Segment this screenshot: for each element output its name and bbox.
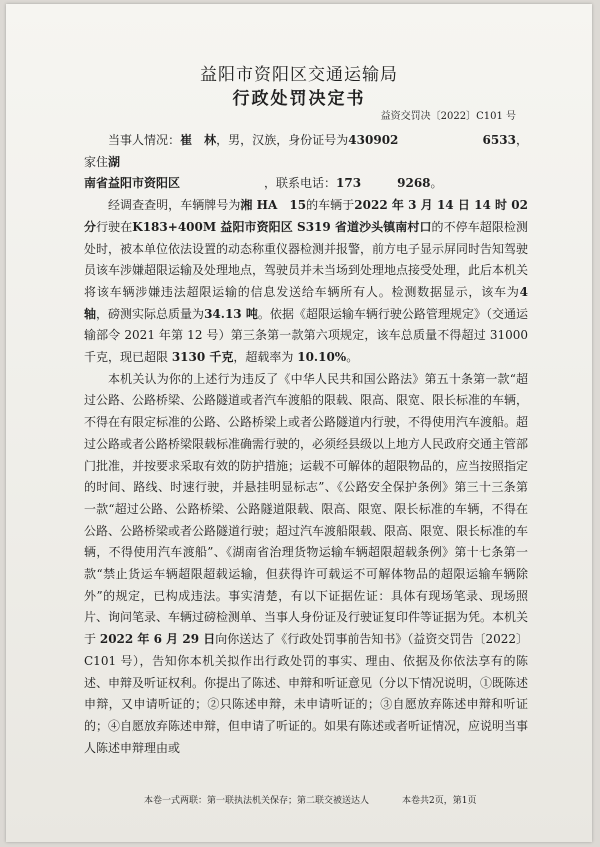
phone-prefix: 173: [336, 176, 362, 191]
notice-date: 2022 年 6 月 29 日: [99, 632, 216, 647]
id-prefix: 430902: [348, 133, 399, 147]
redacted-gap: [180, 176, 264, 190]
document-number: 益资交罚决〔2022〕C101 号: [380, 111, 516, 122]
plate-number: 湘 HA 15: [240, 198, 307, 213]
axle-count: 4 轴: [84, 284, 528, 321]
overweight-amount: 3130 千克: [171, 350, 234, 365]
violation-datetime: 2022 年 3 月 14 日 14 时 02 分: [84, 198, 528, 234]
paragraph-legal-basis: 本机关认为你的上述行为违反了《中华人民共和国公路法》第五十条第一款“超过公路、公路桥梁、公路隧道或者汽车渡船的限载、限高、限宽、限长标准的车辆，不得在有限定标准的公路、公路桥梁上或者公路隧道内行驶，不得使用汽车渡船。超过公路或者公路桥梁限载标准确需行驶的，必须经县级以上地方人民政府交通主管部门批准，并按要求采取有效的防护措施；运载不可解体的超限物品的，应当按照指定的时间、路线、时速行驶，并悬挂明显标志”、《公路安全保护条例》第三十三条第一款“超过公路、公路桥梁、公路隧道限载、限高、限宽、限长标准的车辆，不得在公路、公路桥梁或者公路隧道行驶；超过汽车渡船限载、限高、限宽、限长标准的车辆，不得使用汽车渡船”、《湖南省治理货物运输车辆超限超载条例》第十七条第一款“禁止货运车辆超限超载运输，但获得许可载运不可解体物品的超限运输车辆除外”的规定，已构成违法。事实清楚，有以下证据佐证：具体有现场笔录、现场照片、询问笔录、车辆过磅检测单、当事人身份证及行驶证复印件等证据为凭。本机关于 2022 年 6 月 29 日向你送达了《行政处罚事前告知书》（益资交罚告〔2022〕C101 号），告知你本机关拟作出行政处罚的事实、理由、依据及你依法享有的陈述、申辩及听证权利。你提出了陈述、申辩和听证意见（分以下情况说明，①既陈述申辩，又申请听证的；②只陈述申辩，未申请听证的；③自愿放弃陈述申辩和听证的；④自愿放弃陈述申辩，但申请了听证的。如果有陈述或者听证情况，应说明当事人陈述申辩理由或: [84, 371, 529, 755]
document-body: [84, 130, 528, 759]
party-info-cont: 南省益阳市资阳区 ，联系电话：173 9268。: [84, 176, 443, 191]
party-address: 南省益阳市资阳区: [84, 176, 181, 191]
redacted-gap: [398, 133, 482, 147]
phone-suffix: 9268: [397, 176, 431, 191]
document-title: 行政处罚决定书: [232, 89, 366, 109]
agency-name: 益阳市资阳区交通运输局: [200, 65, 398, 85]
document-page: [6, 4, 592, 842]
party-info: 当事人情况：崔 林，男，汉族，身份证号为430902 6533，家住湖: [84, 133, 528, 169]
total-weight: 34.13 吨: [204, 306, 258, 321]
overload-rate: 10.10%: [297, 350, 347, 365]
violation-location: K183+400M 益阳市资阳区 S319 省道沙头镇南村口: [132, 219, 432, 234]
paragraph-findings: 经调查查明，车辆牌号为湘 HA 15的车辆于2022 年 3 月 14 日 14 时 02 分行驶在K183+400M 益阳市资阳区 S319 省道沙头镇南村口的不停车超限检测处时，被本单位依法设置的动态称重仪器检测并报警，前方电子显示屏同时告知驾驶员该车涉嫌超限运输及处理地点，驾驶员并未当场到处理地点接受处理，此后本机关将该车辆涉嫌违法超限运输的信息发送给车辆所有人。检测数据显示，该车为4 轴，磅测实际总质量为34.13 吨。依据《超限运输车辆行驶公路管理规定》（交通运输部令 2021 年第 12 号）第三条第一款第六项规定，该车总质量不得超过 31000 千克，现已超限 3130 千克，超载率为 10.10%。: [84, 198, 529, 365]
id-suffix: 6533: [482, 133, 516, 147]
redacted-gap: [361, 176, 397, 190]
footer-copies-note: 本卷一式两联：第一联执法机关保存；第二联交被送达人: [144, 796, 370, 806]
footer-page-number: 本卷共2页，第1页: [402, 796, 477, 806]
party-name: 崔 林: [180, 133, 217, 147]
